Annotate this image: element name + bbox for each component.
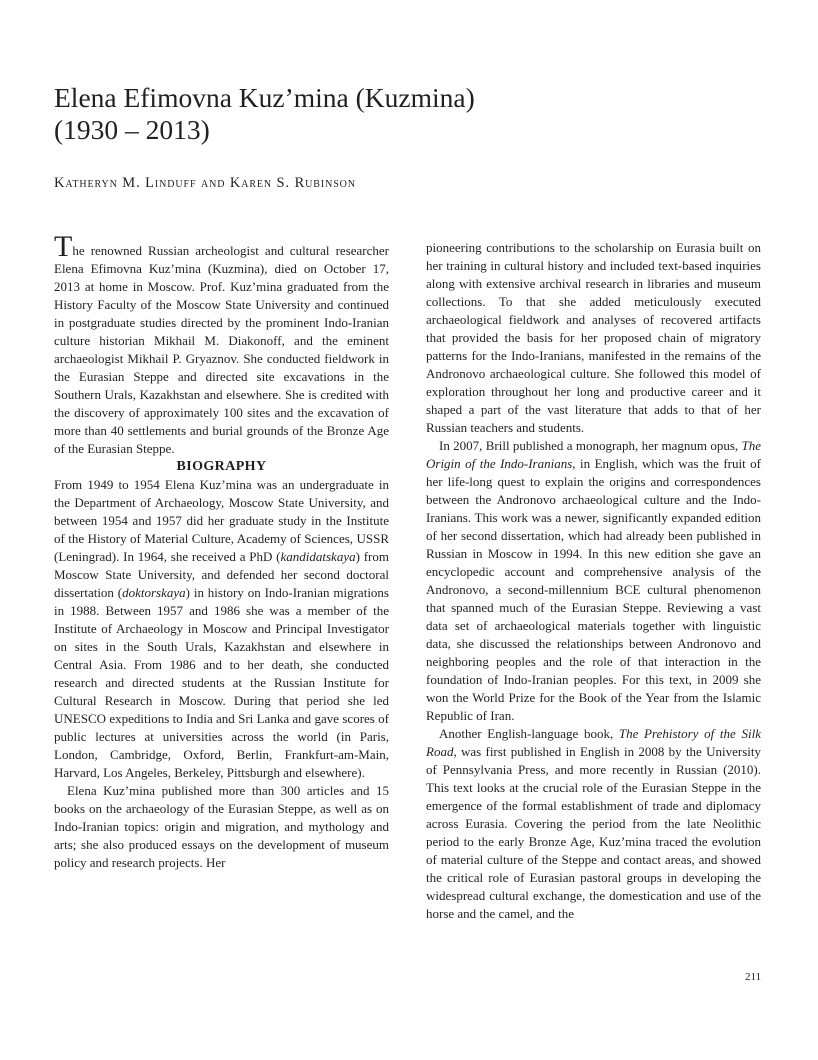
biography-paragraph-4 xyxy=(426,725,761,923)
right-column xyxy=(426,239,761,923)
bio-p1-text-a: From 1949 to 1954 Elena Kuz’mina was an undergraduate in the Department of Archaeology, Moscow State University, and between 1954 and 1957 did her graduate study in the Institute of the History of Material Culture, Academy of Sciences, USSR (Leningrad). In 1964, she received a PhD ( xyxy=(54,477,389,564)
bio-p3-text-a: In 2007, Brill published a monograph, her magnum opus, xyxy=(439,438,742,453)
biography-paragraph-2-start: Elena Kuz’mina published more than 300 articles and 15 books on the archaeology of the Eurasian Steppe, as well as on Indo-Iranian topics: origin and migration, and mythology and arts; she also produced essays on the development of museum policy and research projects. Her xyxy=(54,783,389,870)
bio-p1-text-e: ) in history on Indo-Iranian migrations in 1988. Between 1957 and 1986 she was a member of the Institute of Archaeology in Moscow and Principal Investigator on sites in the South Urals, Kazakhstan and elsewhere in Central Asia. From 1986 and to her death, she conducted research and directed students at the Russian Institute for Cultural Research in Moscow. During that period she led UNESCO expeditions to India and Sri Lanka and gave scores of public lectures at universities across the world (in Paris, London, Cambridge, Oxford, Berlin, Frankfurt-am-Main, Harvard, Los Angeles, Berkeley, Pittsburgh and elsewhere). xyxy=(54,585,389,780)
bio-p4-text-c: , was first published in English in 2008 by the University of Pennsylvania Press, and more recently in Russian (2010). This text looks at the crucial role of the Eurasian Steppe in the emergence of the formal establishment of trade and diplomacy across Eurasia. Covering the period from the late Neolithic period to the early Bronze Age, Kuz’mina traced the evolution of material culture of the Steppe and contact areas, and showed the critical role of Eurasian pastoral groups in developing the widespread cultural exchange, the domestication and use of the horse and the camel, and the xyxy=(426,744,761,921)
title-line-1: Elena Efimovna Kuz’mina (Kuzmina) xyxy=(54,82,475,113)
left-column xyxy=(54,230,389,872)
bio-p1-text-c: ) from Moscow State University, and defended her second doctoral dissertation ( xyxy=(54,549,389,600)
title-line-2: (1930 – 2013) xyxy=(54,114,210,145)
page-number: 211 xyxy=(745,971,762,983)
biography-paragraph-3 xyxy=(426,437,761,725)
book-title-origin-indo-iranians: The Origin of the Indo-Iranians xyxy=(426,438,761,471)
intro-text: he renowned Russian archeologist and cultural researcher Elena Efimovna Kuz’mina (Kuzmina), died on October 17, 2013 at home in Moscow. Prof. Kuz’mina graduated from the History Faculty of the Moscow State University and continued in postgraduate studies directed by the prominent Indo-Iranian culture historian Mikhail M. Diakonoff, and the eminent archaeologist Mikhail P. Gryaznov. She conducted fieldwork in the Eurasian Steppe and directed site excavations in the Southern Urals, Kazakhstan and elsewhere. She is credited with the discovery of approximately 100 sites and the excavation of more than 40 settlements and burial grounds of the Bronze Age of the Eurasian Steppe. xyxy=(54,243,389,456)
book-title-prehistory-silk-road: The Prehistory of the Silk Road xyxy=(426,726,761,759)
bio-p4-text-a: Another English-language book, xyxy=(439,726,619,741)
article-authors: Katheryn M. Linduff and Karen S. Rubinson xyxy=(54,175,356,191)
bio-p1-italic-doktorskaya: doktorskaya xyxy=(122,585,186,600)
article-title xyxy=(54,82,774,146)
drop-cap: T xyxy=(54,230,73,263)
intro-paragraph xyxy=(54,230,389,458)
bio-p1-italic-kandidatskaya: kandidatskaya xyxy=(280,549,356,564)
biography-paragraph-1 xyxy=(54,476,389,782)
bio-p3-text-c: , in English, which was the fruit of her life-long quest to explain the origins and correspondences between the Andronovo archaeological culture and the Indo-Iranians. This work was a newer, significantly expanded edition of her second dissertation, which had already been published in Russian in Moscow in 1994. In this new edition she gave an encyclopedic account and comprehensive analysis of the Andronovo, a second-millennium BCE cultural phenomenon that spanned much of the Eurasian Steppe. Reviewing a vast data set of archaeological materials together with linguistic data, she discussed the relationships between Andronovo and neighboring peoples and the role of that interaction in the foundation of Indo-Iranian peoples. For this text, in 2009 she won the World Prize for the Book of the Year from the Islamic Republic of Iran. xyxy=(426,456,761,723)
section-heading-biography: BIOGRAPHY xyxy=(176,459,267,474)
biography-paragraph-2-continued: pioneering contributions to the scholarship on Eurasia built on her training in cultural history and included text-based inquiries along with extensive archival research in libraries and museum collections. To that she added meticulously executed archaeological fieldwork and analyses of recovered artifacts that provided the basis for her proposed chain of migratory patterns for the Indo-Iranians, manifested in the remains of the Andronovo archaeological culture. She followed this model of exploration throughout her long and productive career and it shaped a part of the vast literature that adds to that of her Russian teachers and students. xyxy=(426,240,761,435)
